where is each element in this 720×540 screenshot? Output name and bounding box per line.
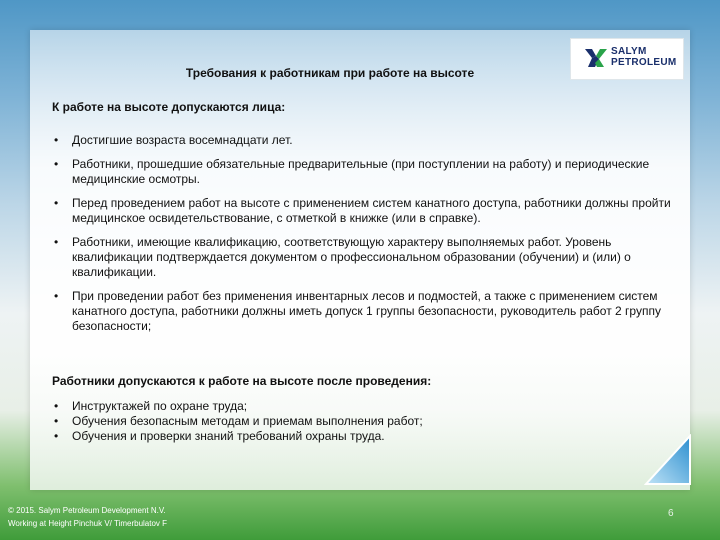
logo-wordmark [611, 46, 676, 68]
footer-copyright: © 2015. Salym Petroleum Development N.V. [8, 506, 166, 515]
page-number: 6 [668, 508, 674, 519]
list-item: • Перед проведением работ на высоте с применением систем канатного доступа, работники должны пройти медицинское освидетельствование, с отметкой в книжке (или в справке). [52, 196, 672, 226]
logo-line-2: PETROLEUM [611, 57, 677, 68]
section2-heading: Работники допускаются к работе на высоте после проведения: [52, 374, 432, 388]
slide-title: Требования к работникам при работе на высоте [185, 66, 475, 80]
list-item: • Обучения и проверки знаний требований охраны труда. [52, 429, 672, 444]
list-item: • Достигшие возраста восемнадцати лет. [52, 133, 672, 148]
list-item: • Работники, имеющие квалификацию, соответствующую характеру выполняемых работ. Уровень квалификации подтверждается документом о профессиональном образовании (обучении) и (или) о квалификации. [52, 235, 672, 280]
footer [8, 504, 167, 530]
list-item: • Инструктажей по охране труда; [52, 399, 672, 414]
list-item: • При проведении работ без применения инвентарных лесов и подмостей, а также с применением систем канатного доступа, работники должны иметь допуск 1 группы безопасности, руководитель работ 2 группу безопасности; [52, 289, 672, 334]
footer-course: Working at Height Pinchuk V/ Timerbulatov F [8, 519, 168, 528]
logo-line-1: SALYM [611, 46, 647, 57]
section1-list [52, 133, 672, 343]
list-item: • Обучения безопасным методам и приемам выполнения работ; [52, 414, 672, 429]
page-corner-triangle-icon [644, 434, 692, 486]
section2-list [52, 399, 672, 444]
section1-heading: К работе на высоте допускаются лица: [52, 100, 286, 114]
list-item: • Работники, прошедшие обязательные предварительные (при поступлении на работу) и периодические медицинские осмотры. [52, 157, 672, 187]
